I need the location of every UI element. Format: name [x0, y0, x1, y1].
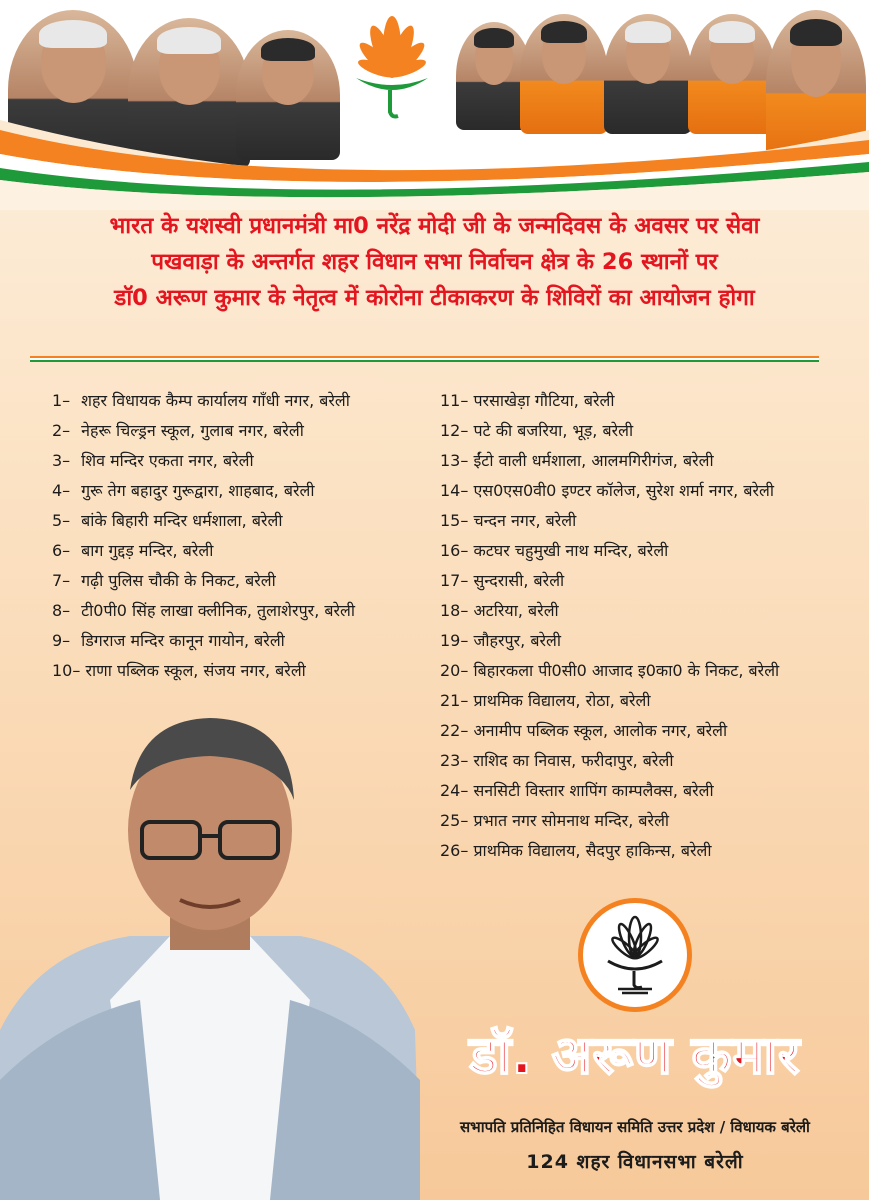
header-banner — [0, 0, 869, 200]
list-item: 8– टी0पी0 सिंह लाखा क्लीनिक, तुलाशेरपुर, बरेली — [52, 601, 356, 620]
list-item: 9– डिगराज मन्दिर कानून गायोन, बरेली — [52, 631, 285, 650]
list-item: 6– बाग गुद्दड़ मन्दिर, बरेली — [52, 541, 214, 560]
headline-line-2: पखवाड़ा के अन्तर्गत शहर विधान सभा निर्वाचन क्षेत्र के 26 स्थानों पर — [151, 249, 718, 275]
candidate-constituency: 124 शहर विधानसभा बरेली — [526, 1151, 744, 1173]
list-item: 22– अनामीप पब्लिक स्कूल, आलोक नगर, बरेली — [440, 721, 728, 740]
list-item: 2– नेहरू चिल्ड्रन स्कूल, गुलाब नगर, बरेली — [52, 421, 304, 440]
list-item: 3– शिव मन्दिर एकता नगर, बरेली — [52, 451, 254, 470]
list-item: 16– कटघर चहुमुखी नाथ मन्दिर, बरेली — [440, 541, 669, 560]
candidate-name: डॉ. अरूण कुमार — [469, 1026, 801, 1086]
list-item: 1– शहर विधायक कैम्प कार्यालय गाँधी नगर, बरेली — [52, 391, 350, 410]
list-item: 26– प्राथमिक विद्यालय, सैदपुर हाकिन्स, बरेली — [440, 841, 712, 860]
list-item: 18– अटरिया, बरेली — [440, 601, 559, 620]
headline-line-3: डॉ0 अरूण कुमार के नेतृत्व में कोरोना टीकाकरण के शिविरों का आयोजन होगा — [114, 285, 755, 311]
tricolor-divider — [30, 356, 819, 362]
party-logo — [578, 898, 692, 1012]
candidate-designation: सभापति प्रतिनिहित विधायन समिति उत्तर प्रदेश / विधायक बरेली — [460, 1118, 810, 1136]
list-item: 5– बांके बिहारी मन्दिर धर्मशाला, बरेली — [52, 511, 283, 530]
tricolor-swoosh — [0, 110, 869, 210]
list-item: 17– सुन्दरासी, बरेली — [440, 571, 565, 590]
lotus-icon — [600, 915, 670, 995]
list-item: 11– परसाखेड़ा गौटिया, बरेली — [440, 391, 615, 410]
list-item: 15– चन्दन नगर, बरेली — [440, 511, 577, 530]
list-item: 12– पटे की बजरिया, भूड़, बरेली — [440, 421, 634, 440]
list-item: 23– राशिद का निवास, फरीदापुर, बरेली — [440, 751, 674, 770]
lotus-icon — [340, 12, 444, 124]
locations-list-right — [440, 386, 850, 866]
list-item: 13– ईंटो वाली धर्मशाला, आलमगिरीगंज, बरेली — [440, 451, 714, 470]
list-item: 14– एस0एस0वी0 इण्टर कॉलेज, सुरेश शर्मा नगर, बरेली — [440, 481, 775, 500]
list-item: 10– राणा पब्लिक स्कूल, संजय नगर, बरेली — [52, 661, 306, 680]
headline-line-1: भारत के यशस्वी प्रधानमंत्री मा0 नरेंद्र मोदी जी के जन्मदिवस के अवसर पर सेवा — [109, 213, 760, 239]
candidate-portrait — [0, 700, 420, 1200]
headline — [20, 208, 849, 316]
list-item: 4– गुरू तेग बहादुर गुरूद्वारा, शाहबाद, बरेली — [52, 481, 315, 500]
list-item: 20– बिहारकला पी0सी0 आजाद इ0का0 के निकट, बरेली — [440, 661, 780, 680]
list-item: 25– प्रभात नगर सोमनाथ मन्दिर, बरेली — [440, 811, 670, 830]
list-item: 24– सनसिटी विस्तार शापिंग काम्पलैक्स, बरेली — [440, 781, 714, 800]
list-item: 7– गढ़ी पुलिस चौकी के निकट, बरेली — [52, 571, 276, 590]
list-item: 19– जौहरपुर, बरेली — [440, 631, 561, 650]
locations-list-left — [52, 386, 432, 686]
list-item: 21– प्राथमिक विद्यालय, रोठा, बरेली — [440, 691, 651, 710]
